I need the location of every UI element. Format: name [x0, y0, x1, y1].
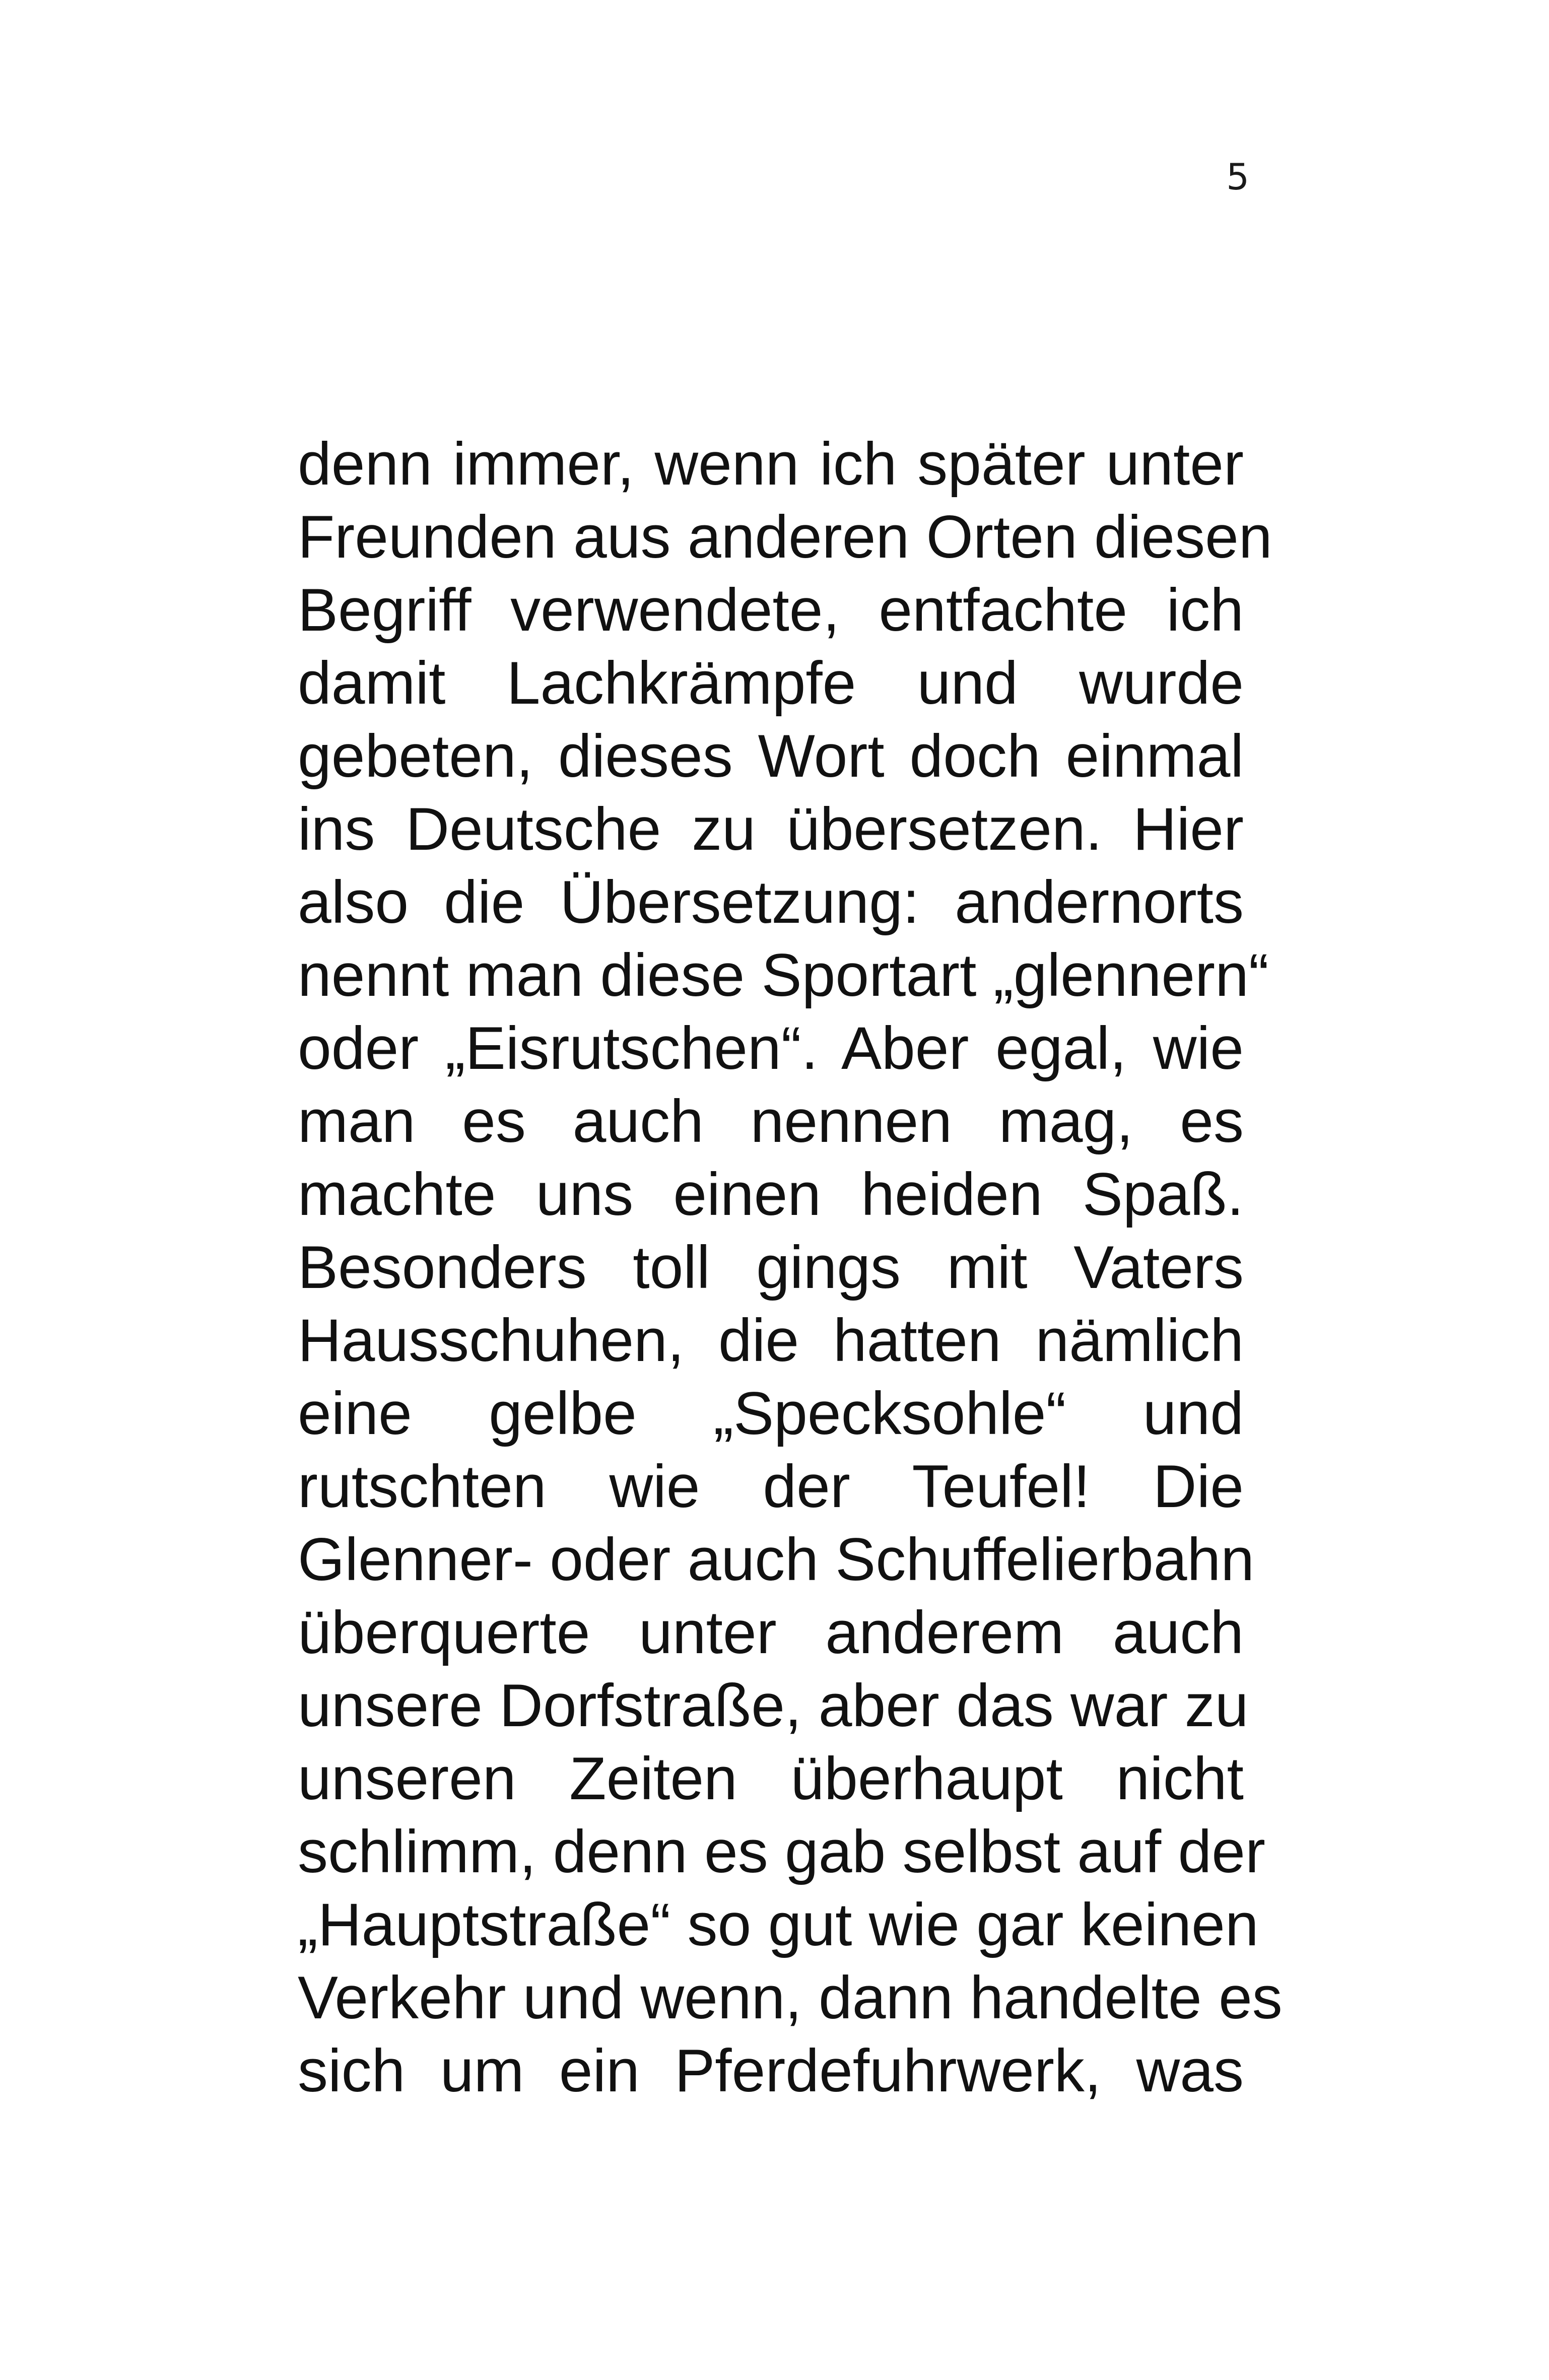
text-line-13: Hausschuhen, die hatten nämlich — [298, 1307, 1244, 1374]
text-line-12: Besonders toll gings mit Vaters — [298, 1234, 1244, 1301]
text-line-19: unseren Zeiten überhaupt nicht — [298, 1745, 1244, 1812]
text-line-14: eine gelbe „Specksohle“ und — [298, 1380, 1244, 1447]
text-line-21: „Hauptstraße“ so gut wie gar keinen — [298, 1891, 1259, 1958]
text-line-9: oder „Eisrutschen“. Aber egal, wie — [298, 1014, 1244, 1082]
text-line-17: überquerte unter anderem auch — [298, 1599, 1244, 1666]
text-line-2: Freunden aus anderen Orten diesen — [298, 503, 1272, 571]
text-line-10: man es auch nennen mag, es — [298, 1087, 1244, 1155]
text-line-5: gebeten, dieses Wort doch einmal — [298, 722, 1244, 790]
text-line-18: unsere Dorfstraße, aber das war zu — [298, 1672, 1249, 1739]
text-line-15: rutschten wie der Teufel! Die — [298, 1453, 1244, 1520]
text-line-23: sich um ein Pferdefuhrwerk, was — [298, 2037, 1244, 2104]
text-line-3: Begriff verwendete, entfachte ich — [298, 576, 1244, 644]
text-line-4: damit Lachkrämpfe und wurde — [298, 649, 1244, 717]
text-line-16: Glenner- oder auch Schuffelierbahn — [298, 1526, 1255, 1593]
text-line-1: denn immer, wenn ich später unter — [298, 430, 1244, 498]
page-number: 5 — [1226, 156, 1249, 198]
body-text — [298, 428, 1283, 2107]
text-line-8: nennt man diese Sportart „glennern“ — [298, 941, 1269, 1009]
text-line-6: ins Deutsche zu übersetzen. Hier — [298, 795, 1244, 863]
text-line-22: Verkehr und wenn, dann handelte es — [298, 1964, 1283, 2031]
text-line-11: machte uns einen heiden Spaß. — [298, 1161, 1244, 1228]
text-line-20: schlimm, denn es gab selbst auf der — [298, 1818, 1265, 1885]
text-line-7: also die Übersetzung: andernorts — [298, 868, 1244, 936]
